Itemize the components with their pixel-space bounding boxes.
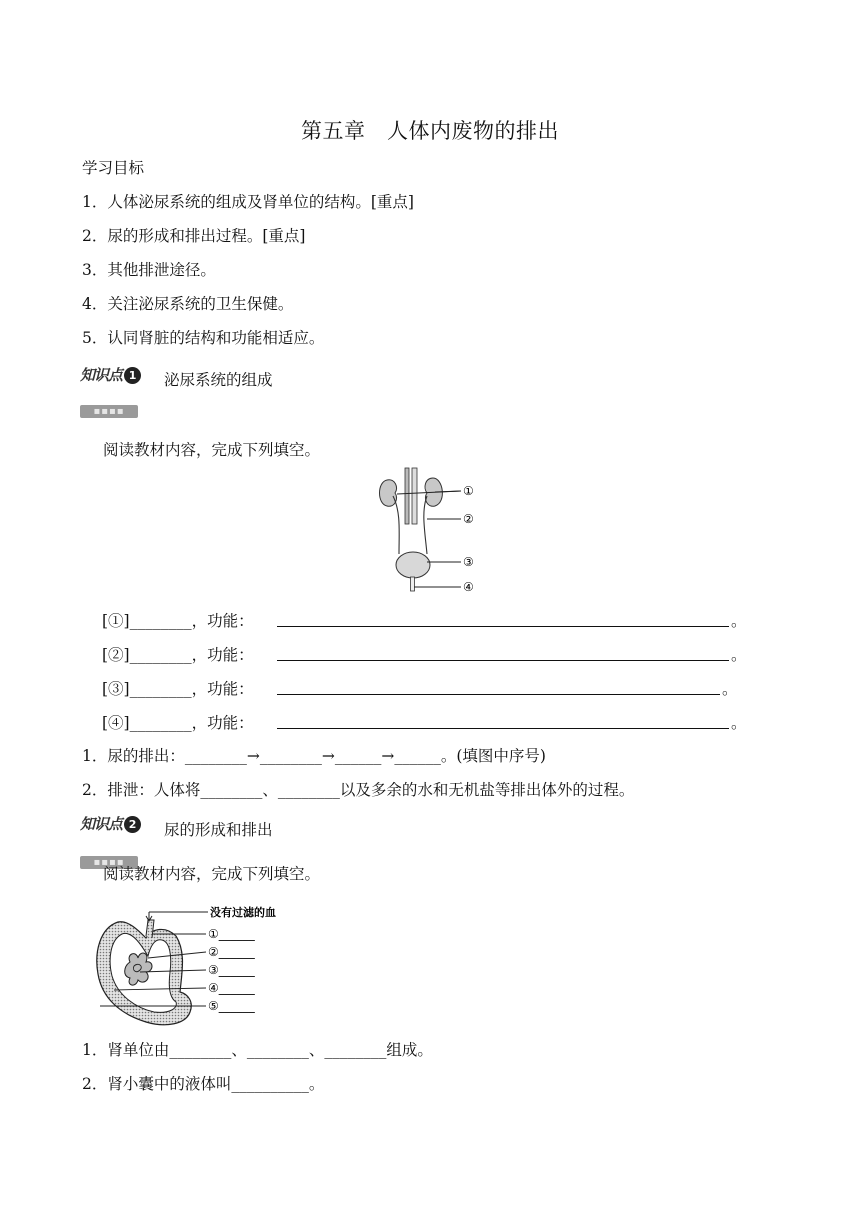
objectives-heading: 学习目标 bbox=[82, 159, 145, 177]
figure-label: ⑤______ bbox=[208, 999, 255, 1013]
figure-label: ①______ bbox=[208, 927, 255, 941]
fill-row-prefix: [③]________，功能： bbox=[102, 680, 254, 698]
answer-line bbox=[277, 728, 729, 729]
answer-line bbox=[277, 660, 729, 661]
page-title: 第五章 人体内废物的排出 bbox=[301, 119, 559, 143]
self-study-tag-icon: ▪▪▪▪ bbox=[80, 856, 138, 869]
badge-number: 1 bbox=[124, 367, 141, 384]
fill-row-prefix: [②]________，功能： bbox=[102, 646, 254, 664]
badge-label: 知识点 bbox=[80, 815, 123, 833]
figure-label: ② bbox=[463, 512, 474, 526]
fill-row-prefix: [①]________，功能： bbox=[102, 612, 254, 630]
objective-item: 5．认同肾脏的结构和功能相适应。 bbox=[82, 329, 325, 347]
figure-label: ① bbox=[463, 484, 474, 498]
figure-caption: 没有过滤的血 bbox=[210, 906, 276, 919]
section2-instruction: 阅读教材内容，完成下列填空。 bbox=[103, 865, 321, 883]
answer-line bbox=[277, 626, 729, 627]
objective-item: 3．其他排泄途径。 bbox=[82, 261, 216, 279]
self-study-tag-icon: ▪▪▪▪ bbox=[80, 405, 138, 418]
figure-label: ④ bbox=[463, 580, 474, 594]
fill-row-end: 。 bbox=[731, 646, 747, 664]
section1-badge bbox=[80, 366, 141, 384]
section2-heading: 尿的形成和排出 bbox=[164, 821, 273, 839]
question: 2．排泄：人体将________、________以及多余的水和无机盐等排出体外的过程。 bbox=[82, 781, 635, 799]
fill-row-end: 。 bbox=[722, 680, 738, 698]
objective-item: 1．人体泌尿系统的组成及肾单位的结构。[重点] bbox=[82, 193, 414, 211]
question: 2．肾小囊中的液体叫__________。 bbox=[82, 1075, 325, 1093]
objective-item: 4．关注泌尿系统的卫生保健。 bbox=[82, 295, 294, 313]
section1-instruction: 阅读教材内容，完成下列填空。 bbox=[103, 441, 321, 459]
figure-label: ④______ bbox=[208, 981, 255, 995]
question: 1．肾单位由________、________、________组成。 bbox=[82, 1041, 433, 1059]
figure-label: ②______ bbox=[208, 945, 255, 959]
badge-label: 知识点 bbox=[80, 366, 123, 384]
figure-label: ③ bbox=[463, 555, 474, 569]
urinary-system-figure bbox=[375, 462, 485, 597]
answer-line bbox=[277, 694, 720, 695]
badge-number: 2 bbox=[124, 816, 141, 833]
section1-heading: 泌尿系统的组成 bbox=[164, 371, 273, 389]
objective-item: 2．尿的形成和排出过程。[重点] bbox=[82, 227, 306, 245]
section2-badge bbox=[80, 815, 141, 833]
nephron-figure bbox=[90, 906, 290, 1032]
fill-row-end: 。 bbox=[731, 612, 747, 630]
fill-row-prefix: [④]________，功能： bbox=[102, 714, 254, 732]
figure-label: ③______ bbox=[208, 963, 255, 977]
question: 1．尿的排出：________→________→______→______。(填图中序号) bbox=[82, 747, 546, 765]
fill-row-end: 。 bbox=[731, 714, 747, 732]
